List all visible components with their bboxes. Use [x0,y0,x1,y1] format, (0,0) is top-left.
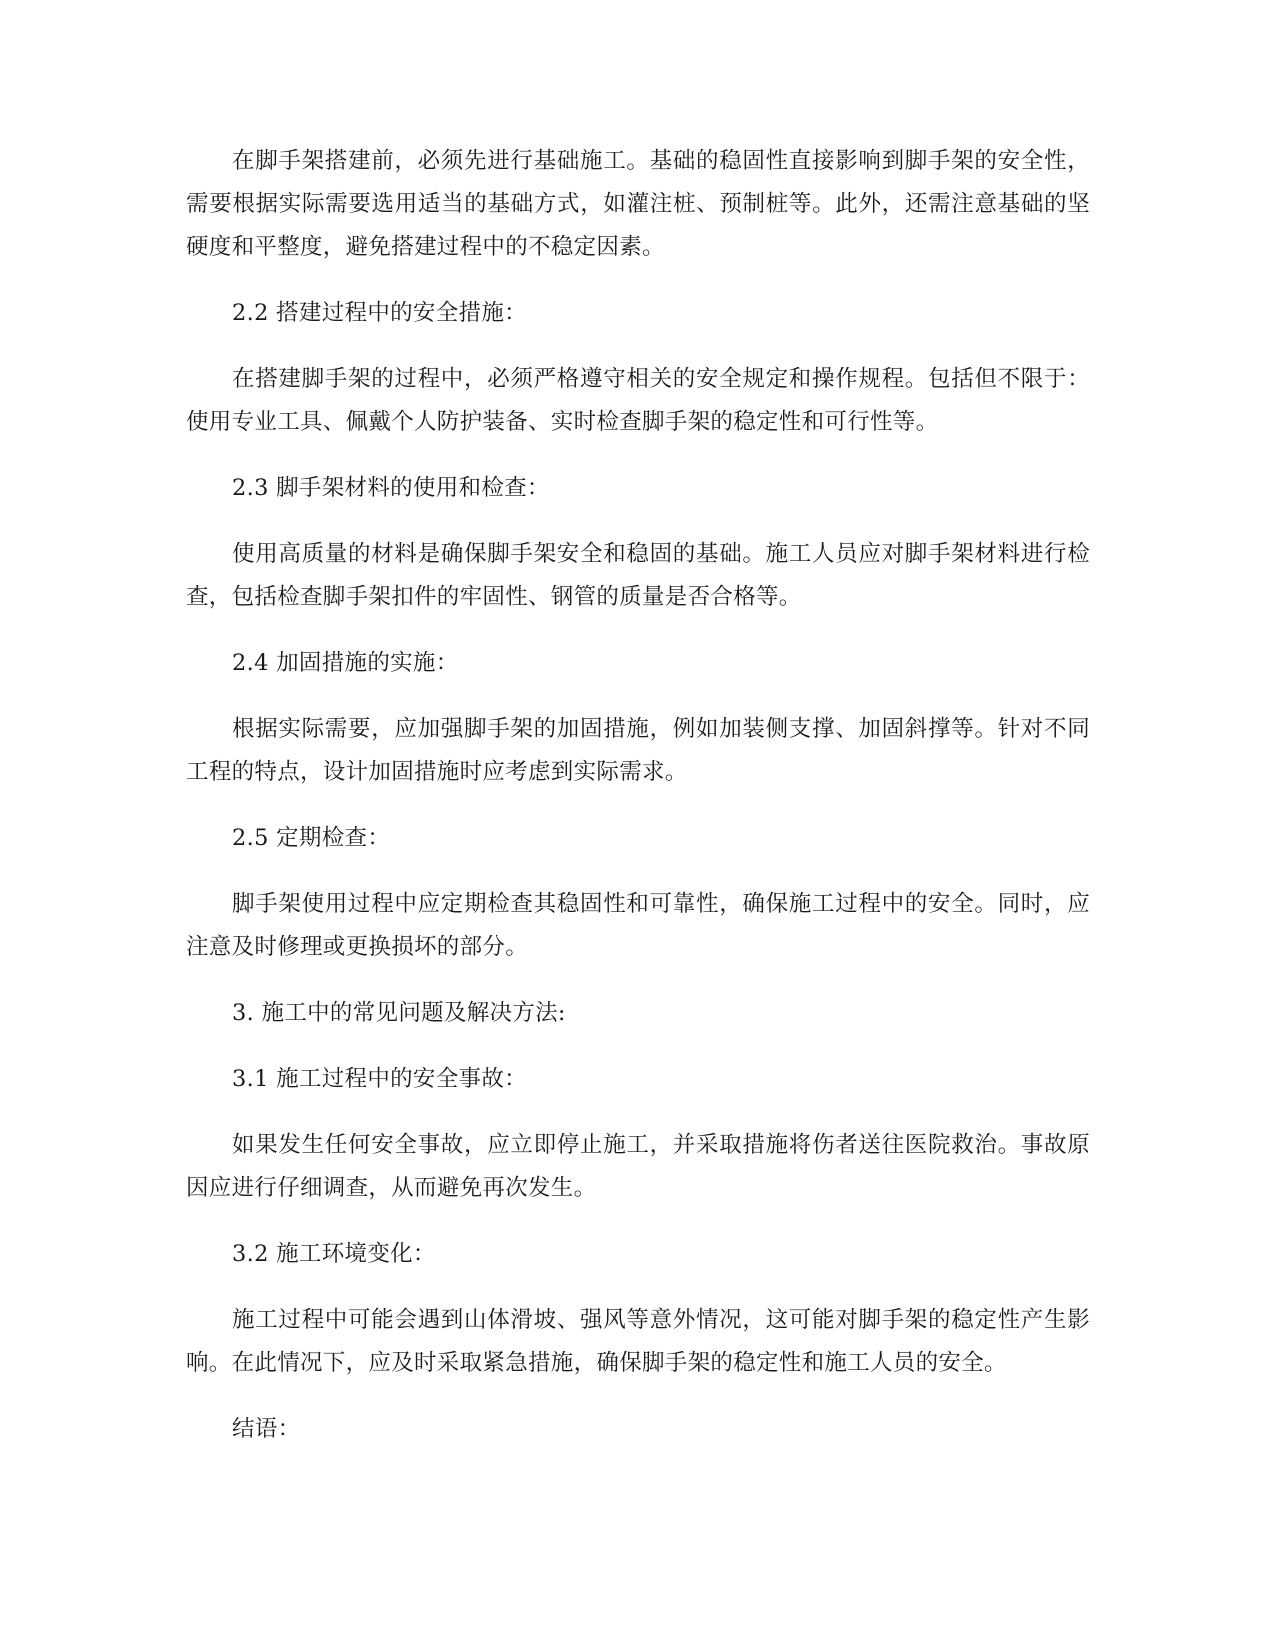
heading-3-common-problems: 3. 施工中的常见问题及解决方法: [232,1000,566,1026]
heading-2-4-reinforcement: 2.4 加固措施的实施： [232,650,459,676]
paragraph-material-inspection: 使用高质量的材料是确保脚手架安全和稳固的基础。施工人员应对脚手架材料进行检查，包括检查脚手架扣件的牢固性、钢管的质量是否合格等。 [186,541,1090,610]
paragraph-foundation-construction: 在脚手架搭建前，必须先进行基础施工。基础的稳固性直接影响到脚手架的安全性，需要根据实际需要选用适当的基础方式，如灌注桩、预制桩等。此外，还需注意基础的坚硬度和平整度，避免搭建过程中的不稳定因素。 [186,148,1090,260]
document-body [186,140,1090,1474]
heading-3-2-environment-changes: 3.2 施工环境变化： [232,1241,436,1267]
paragraph-reinforcement: 根据实际需要，应加强脚手架的加固措施，例如加装侧支撑、加固斜撑等。针对不同工程的特点，设计加固措施时应考虑到实际需求。 [186,716,1090,785]
heading-2-3-material-inspection: 2.3 脚手架材料的使用和检查： [232,475,550,501]
paragraph-environment-changes: 施工过程中可能会遇到山体滑坡、强风等意外情况，这可能对脚手架的稳定性产生影响。在此情况下，应及时采取紧急措施，确保脚手架的稳定性和施工人员的安全。 [186,1307,1090,1376]
paragraph-safety-measures: 在搭建脚手架的过程中，必须严格遵守相关的安全规定和操作规程。包括但不限于：使用专业工具、佩戴个人防护装备、实时检查脚手架的稳定性和可行性等。 [186,366,1090,435]
paragraph-periodic-inspection: 脚手架使用过程中应定期检查其稳固性和可靠性，确保施工过程中的安全。同时，应注意及时修理或更换损坏的部分。 [186,891,1090,960]
heading-2-5-periodic-inspection: 2.5 定期检查： [232,825,391,851]
heading-conclusion: 结语： [232,1416,301,1442]
heading-3-1-safety-accidents: 3.1 施工过程中的安全事故： [232,1066,527,1092]
paragraph-safety-accidents: 如果发生任何安全事故，应立即停止施工，并采取措施将伤者送往医院救治。事故原因应进行仔细调查，从而避免再次发生。 [186,1132,1090,1201]
heading-2-2-safety-measures: 2.2 搭建过程中的安全措施： [232,300,527,326]
